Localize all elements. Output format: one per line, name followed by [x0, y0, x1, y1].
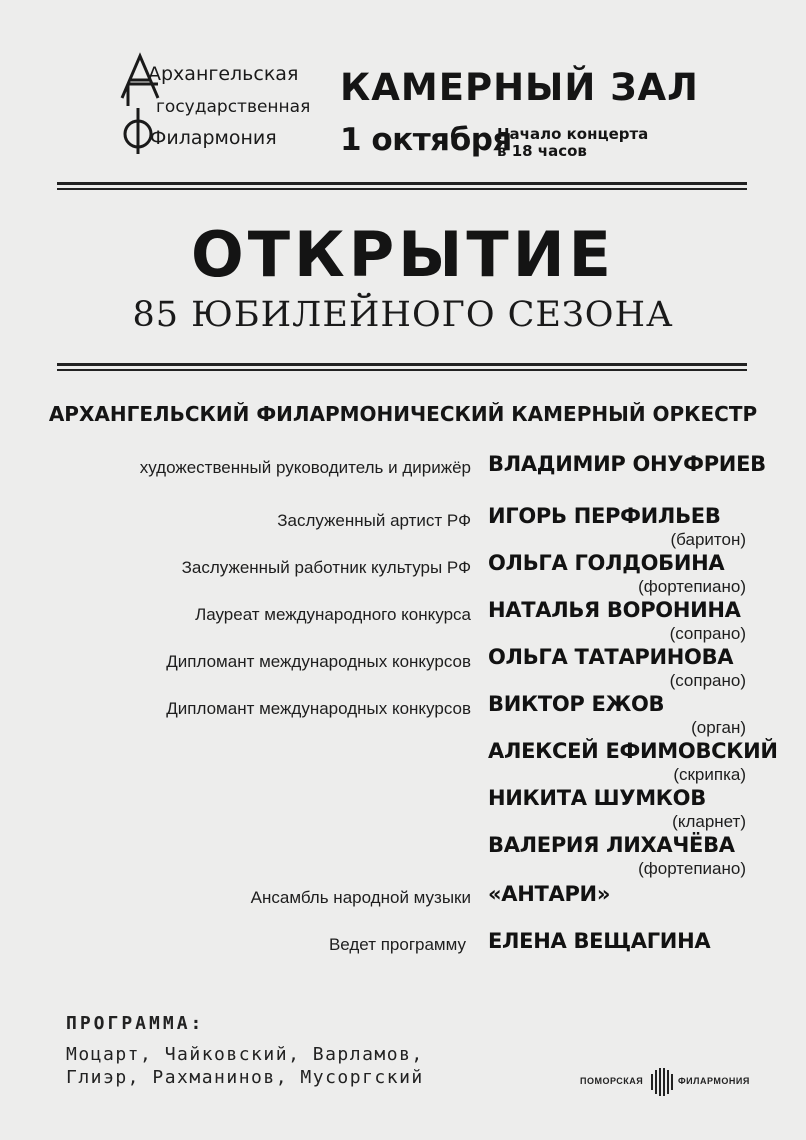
- performer-name: НАТАЛЬЯ ВОРОНИНА: [488, 598, 741, 622]
- pomorskaya-philharmonic-logo: [580, 1068, 760, 1096]
- performer-role: Заслуженный артист РФ: [277, 511, 471, 530]
- logo-line-3: Филармония: [150, 127, 277, 149]
- logo-line-2: государственная: [156, 97, 311, 117]
- performer-name: ИГОРЬ ПЕРФИЛЬЕВ: [488, 504, 721, 528]
- performer-instrument: (фортепиано): [638, 577, 746, 596]
- performer-role: Дипломант международных конкурсов: [166, 652, 471, 671]
- performer-role: художественный руководитель и дирижёр: [139, 458, 471, 477]
- program-line-2: Глиэр, Рахманинов, Мусоргский: [66, 1067, 424, 1088]
- event-title: ОТКРЫТИЕ: [191, 218, 615, 291]
- performer-name: ВАЛЕРИЯ ЛИХАЧЁВА: [488, 833, 735, 857]
- performer-instrument: (фортепиано): [638, 859, 746, 878]
- footer-logo-right: ФИЛАРМОНИЯ: [678, 1076, 750, 1086]
- performer-role: Ведет программу: [328, 935, 466, 954]
- performer-instrument: (баритон): [670, 530, 746, 549]
- performer-role: Заслуженный работник культуры РФ: [181, 558, 471, 577]
- performer-role: Дипломант международных конкурсов: [166, 699, 471, 718]
- orchestra-name: АРХАНГЕЛЬСКИЙ ФИЛАРМОНИЧЕСКИЙ КАМЕРНЫЙ ОРКЕСТР: [48, 402, 758, 426]
- divider-top: [57, 182, 747, 190]
- performer-role: Ансамбль народной музыки: [250, 888, 471, 907]
- program-line-1: Моцарт, Чайковский, Варламов,: [66, 1044, 424, 1065]
- start-time-line-2: в 18 часов: [497, 142, 587, 160]
- host-name: ЕЛЕНА ВЕЩАГИНА: [488, 929, 711, 953]
- logo-line-1: Архангельская: [148, 63, 299, 85]
- performer-instrument: (орган): [691, 718, 746, 737]
- performer-name: ОЛЬГА ТАТАРИНОВА: [488, 645, 734, 669]
- performer-name: НИКИТА ШУМКОВ: [488, 786, 706, 810]
- performer-instrument: (кларнет): [672, 812, 746, 831]
- program-heading: ПРОГРАММА:: [66, 1013, 205, 1034]
- performer-role: Лауреат международного конкурса: [195, 605, 471, 624]
- performer-name: ВИКТОР ЕЖОВ: [488, 692, 665, 716]
- performer-name: ВЛАДИМИР ОНУФРИЕВ: [488, 452, 766, 476]
- event-subtitle: 85 ЮБИЛЕЙНОГО СЕЗОНА: [132, 295, 674, 335]
- footer-logo-left: ПОМОРСКАЯ: [580, 1076, 644, 1086]
- philharmonic-logo: [118, 50, 323, 155]
- concert-date: 1 октября: [340, 122, 512, 158]
- performer-name: АЛЕКСЕЙ ЕФИМОВСКИЙ: [488, 739, 778, 763]
- start-time-line-1: Начало концерта: [497, 125, 649, 143]
- start-time: [497, 126, 648, 160]
- sound-bars-icon: [649, 1068, 675, 1096]
- performer-name: ОЛЬГА ГОЛДОБИНА: [488, 551, 725, 575]
- hall-name: КАМЕРНЫЙ ЗАЛ: [340, 66, 699, 109]
- divider-bottom: [57, 363, 747, 371]
- performer-instrument: (скрипка): [673, 765, 746, 784]
- performer-instrument: (сопрано): [669, 624, 746, 643]
- ensemble-name: «АНТАРИ»: [488, 882, 611, 906]
- performer-instrument: (сопрано): [669, 671, 746, 690]
